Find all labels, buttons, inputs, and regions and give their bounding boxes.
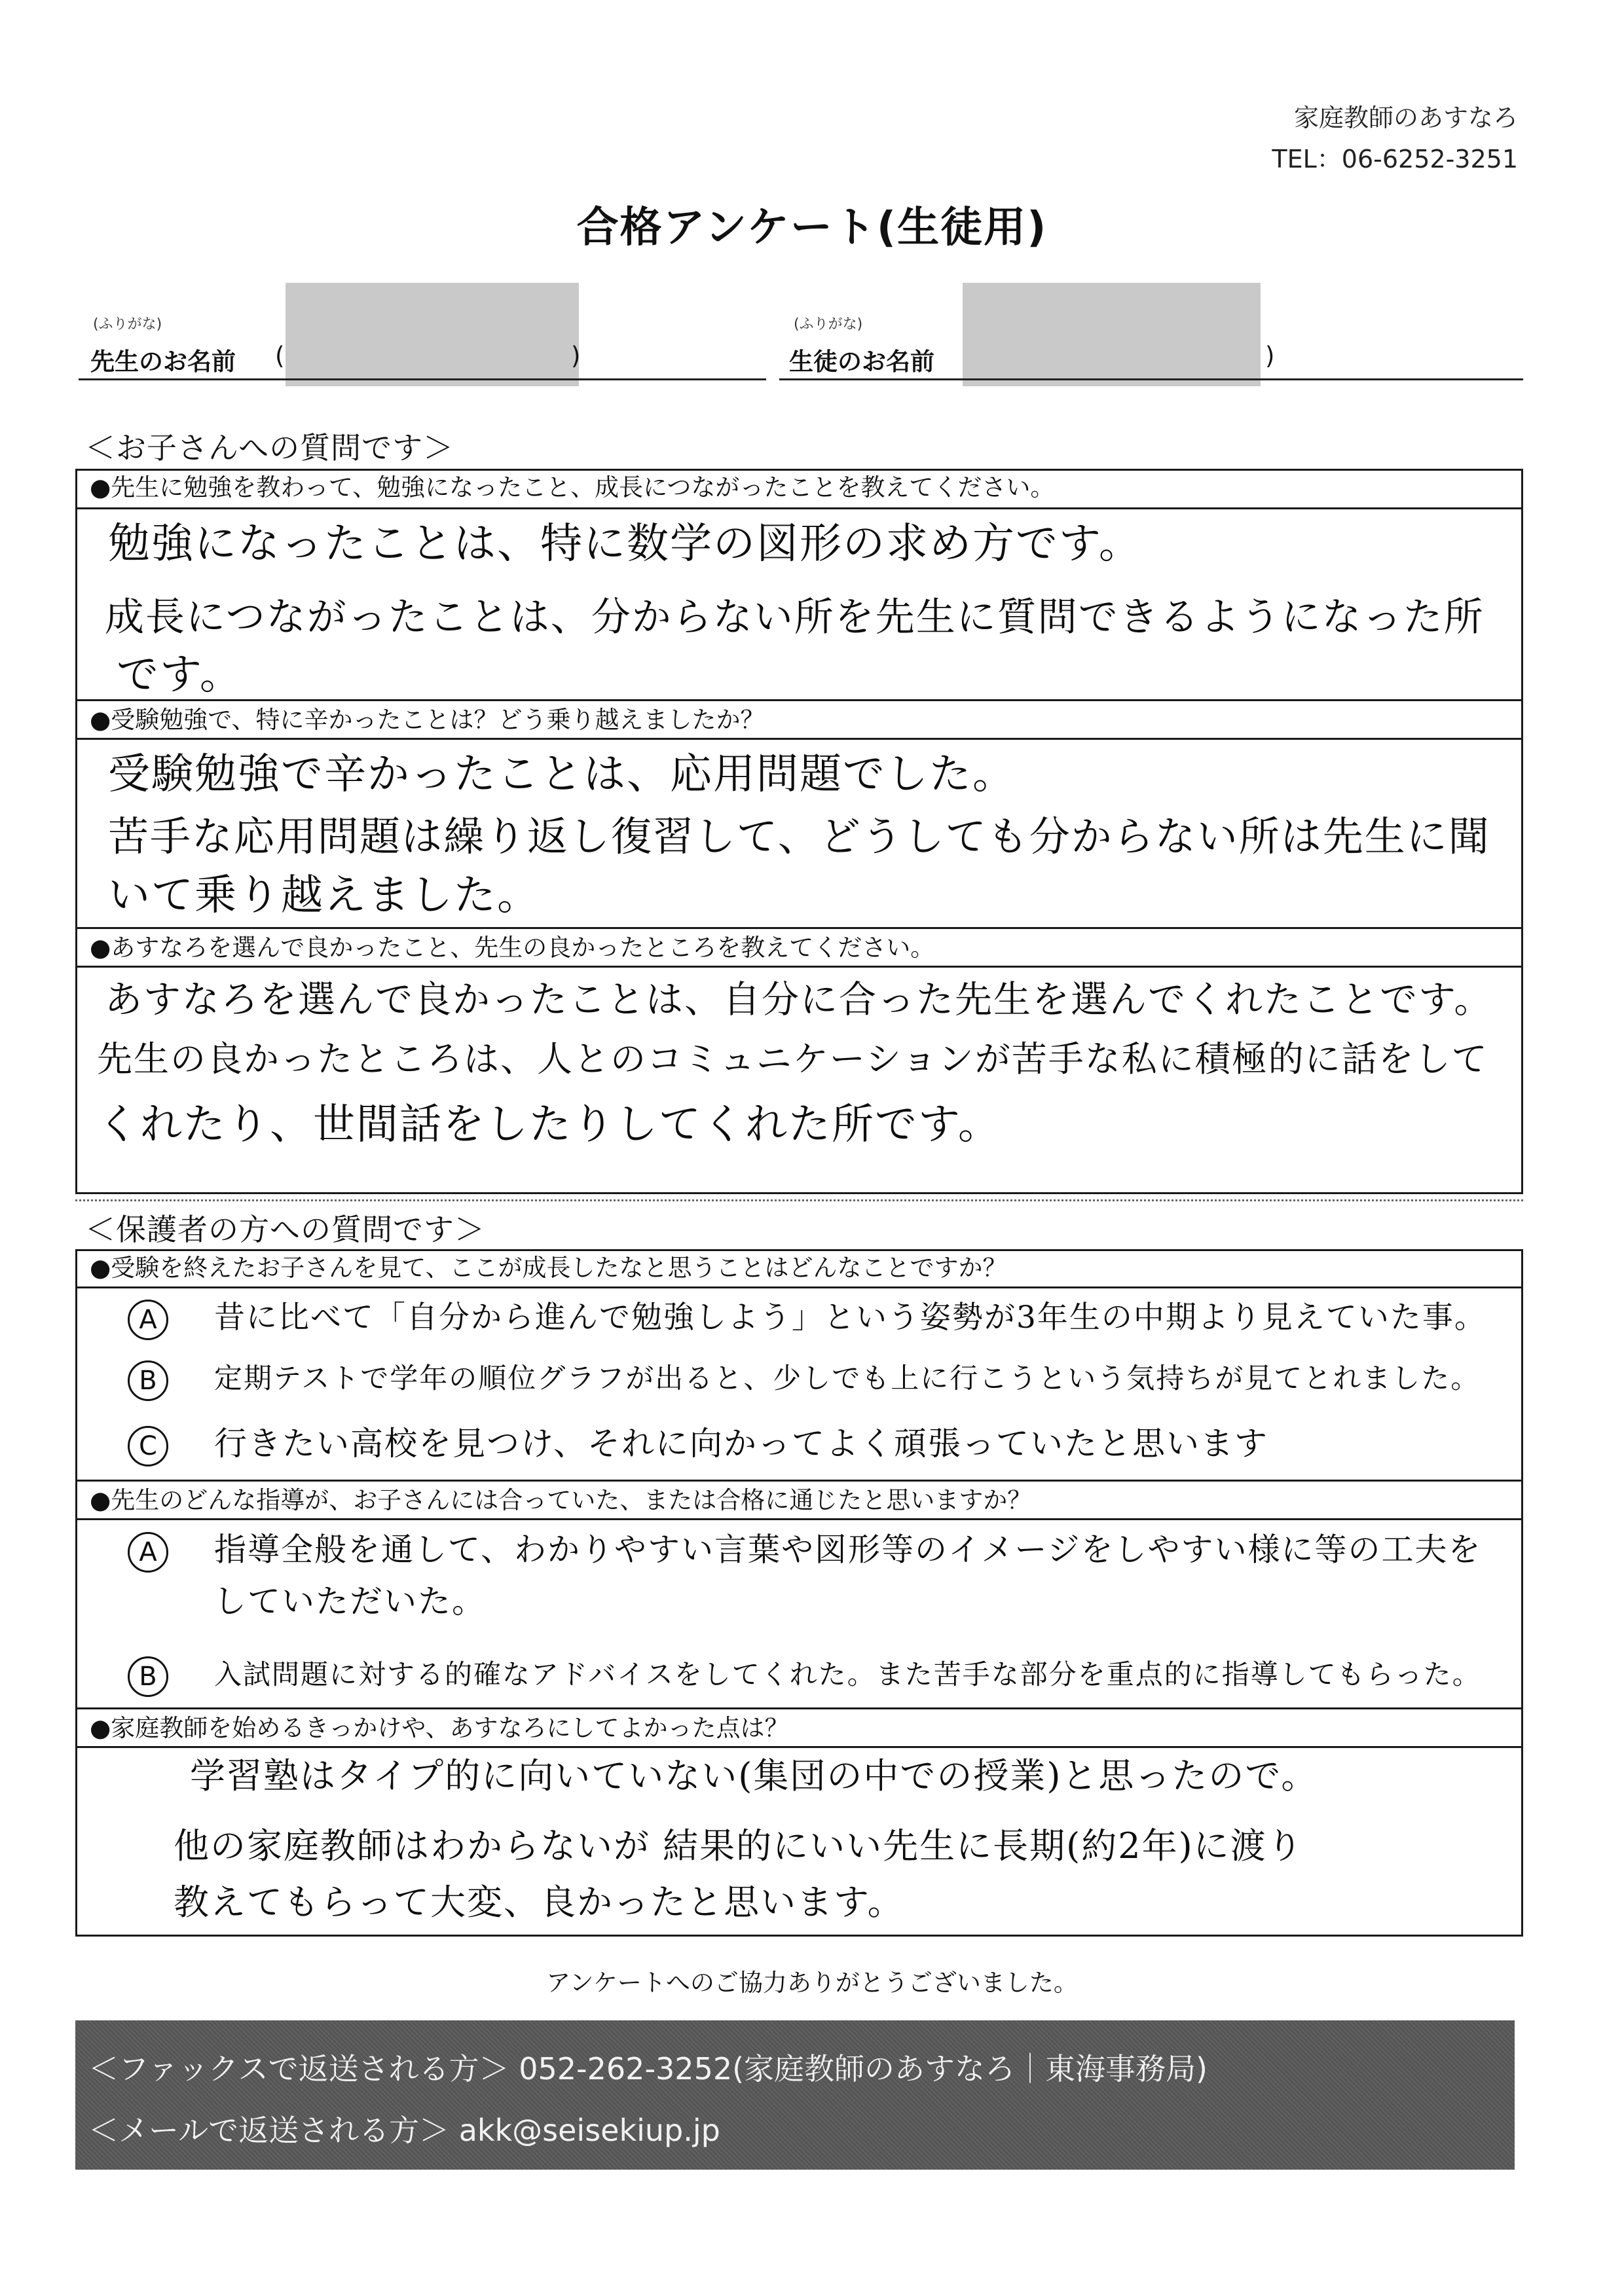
child-q2-answer-line-1: 受験勉強で辛かったことは、応用問題でした。 [108,750,1016,799]
child-q3-header [75,927,1523,968]
teacher-name-line [79,378,766,380]
parent-q1-item-a [128,1300,1486,1340]
parent-q2-question: ●先生のどんな指導が、お子さんには合っていた、または合格に通じたと思いますか？ [90,1486,1032,1514]
parent-section-heading: ＜保護者の方への質問です＞ [85,1212,485,1247]
child-q2-question: ●受験勉強で、特に辛かったことは？どう乗り越えましたか？ [90,706,765,734]
parent-q2-header [75,1480,1523,1520]
org-name: 家庭教師のあすなろ [1293,103,1518,132]
child-q2-answer-line-3: いて乗り越えました。 [108,871,540,920]
marker-a-icon: A [128,1300,168,1340]
parent-q2-item-a-continuation: していただいた。 [213,1582,486,1620]
parent-q1-item-a-text: 昔に比べて「自分から進んで勉強しよう」という姿勢が3年生の中期より見えていた事。 [214,1300,1486,1336]
student-furigana-label: (ふりがな) [794,316,863,333]
page-title: 合格アンケート(生徒用) [576,204,1048,252]
parent-q1-question: ●受験を終えたお子さんを見て、ここが成長したなと思うことはどんなことですか？ [90,1254,1007,1282]
child-q1-header [75,469,1523,509]
student-name-line [779,378,1523,380]
parent-q3-answer-line-3: 教えてもらって大変、良かったと思います。 [174,1882,904,1923]
parent-q1-item-b-text: 定期テストで学年の順位グラフが出ると、少しでも上に行こうという気持ちが見てとれました。 [214,1362,1481,1395]
parent-q3-answer-line-2: 他の家庭教師はわからないが 結果的にいい先生に長期(約2年)に渡り [174,1825,1304,1867]
return-info-footer [75,2020,1515,2170]
parent-q1-header [75,1249,1523,1288]
marker-c-icon: C [128,1426,168,1467]
student-name-redaction [963,283,1261,386]
parent-q1-item-c [128,1426,1268,1467]
section-divider [75,1199,1523,1201]
thanks-message: アンケートへのご協力ありがとうございました。 [546,1969,1078,1997]
teacher-open-paren: ( [275,342,285,370]
parent-q1-item-b [128,1360,1480,1401]
mail-return-line: ＜メールで返送される方＞ akk@seisekiup.jp [88,2113,720,2148]
child-q2-header [75,699,1523,740]
teacher-close-paren: ) [571,342,581,370]
child-q3-answer-line-1: あすなろを選んで良かったことは、自分に合った先生を選んでくれたことです。 [105,978,1493,1021]
parent-q3-header [75,1707,1523,1748]
child-section-heading: ＜お子さんへの質問です＞ [85,430,454,465]
child-q1-answer-line-3: です。 [117,651,243,699]
child-q3-question: ●あすなろを選んで良かったこと、先生の良かったところを教えてください。 [90,934,935,962]
child-q2-answer-line-2: 苦手な応用問題は繰り返し復習して、どうしても分からない所は先生に聞 [108,812,1490,860]
parent-q3-question: ●家庭教師を始めるきっかけや、あすなろにしてよかった点は？ [90,1714,789,1742]
parent-q2-item-a [128,1532,1482,1573]
student-name-label: 生徒のお名前 [789,348,934,376]
marker-b-icon: B [128,1656,168,1697]
child-q1-answer-line-1: 勉強になったことは、特に数学の図形の求め方です。 [108,520,1142,568]
parent-q2-item-a-text: 指導全般を通して、わかりやすい言葉や図形等のイメージをしやすい様に等の工夫を [214,1531,1482,1569]
child-q1-answer-line-2: 成長につながったことは、分からない所を先生に質問できるようになった所 [105,594,1485,640]
parent-q3-answer-line-1: 学習塾はタイプ的に向いていない(集団の中での授業)と思ったので。 [190,1755,1318,1796]
parent-q1-item-c-text: 行きたい高校を見つけ、それに向かってよく頑張っていたと思います [214,1425,1268,1463]
org-telephone: TEL：06-6252-3251 [1272,145,1518,173]
marker-b-icon: B [128,1360,168,1401]
fax-return-line: ＜ファックスで返送される方＞ 052-262-3252(家庭教師のあすなろ｜東海事務局) [88,2051,1208,2086]
teacher-name-redaction [286,283,579,386]
teacher-name-label: 先生のお名前 [90,348,236,376]
student-close-paren: ) [1265,342,1275,370]
teacher-furigana-label: (ふりがな) [93,316,162,333]
child-q1-question: ●先生に勉強を教わって、勉強になったこと、成長につながったことを教えてください。 [90,473,1055,501]
marker-a-icon: A [128,1532,168,1573]
parent-q2-item-b [128,1656,1481,1697]
parent-q2-item-b-text: 入試問題に対する的確なアドバイスをしてくれた。また苦手な部分を重点的に指導してもらった。 [214,1658,1481,1690]
child-q3-answer-line-3: くれたり、世間話をしたりしてくれた所です。 [97,1101,1001,1149]
child-q3-answer-line-2: 先生の良かったところは、人とのコミュニケーションが苦手な私に積極的に話をして [97,1038,1488,1080]
